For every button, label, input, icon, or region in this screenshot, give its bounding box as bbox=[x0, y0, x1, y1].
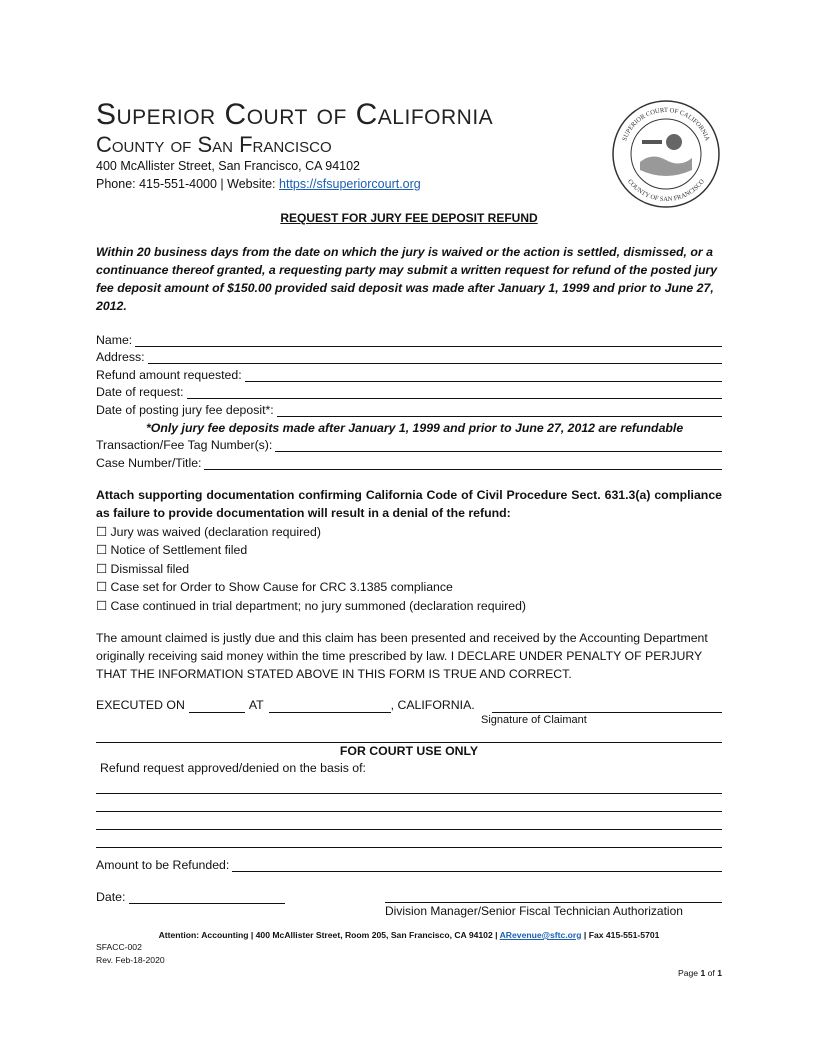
executed-on-label: EXECUTED ON bbox=[96, 698, 185, 713]
county-name: County of San Francisco bbox=[96, 132, 332, 157]
basis-line[interactable] bbox=[96, 794, 722, 812]
fax-text: | Fax 415-551-5701 bbox=[581, 929, 660, 940]
executed-date-field[interactable] bbox=[189, 701, 245, 713]
basis-line[interactable] bbox=[96, 776, 722, 794]
page-prefix: Page bbox=[678, 967, 701, 978]
refundable-note: *Only jury fee deposits made after January 1, 1999 and prior to June 27, 2012 are refundable bbox=[146, 420, 684, 435]
total-pages: 1 bbox=[717, 967, 722, 978]
amount-field[interactable] bbox=[232, 859, 722, 872]
amount-label: Amount to be Refunded: bbox=[96, 857, 230, 872]
documentation-section bbox=[96, 486, 722, 616]
date-posting-field[interactable] bbox=[277, 404, 722, 417]
revision-date: Rev. Feb-18-2020 bbox=[96, 954, 165, 965]
declaration-text: The amount claimed is justly due and this claim has been presented and received by the Accounting Department originally receiving said money within the time prescribed by law. I DECLARE UNDER PENALTY OF PERJURY THAT THE INFORMATION STATED ABOVE IN THIS FORM IS TRUE AND CORRECT. bbox=[96, 631, 708, 682]
form-title: REQUEST FOR JURY FEE DEPOSIT REFUND bbox=[280, 211, 538, 225]
phone-text: Phone: 415-551-4000 | Website: bbox=[96, 177, 280, 191]
date-request-label: Date of request: bbox=[96, 385, 184, 400]
address-field[interactable] bbox=[148, 351, 722, 364]
transaction-label: Transaction/Fee Tag Number(s): bbox=[96, 438, 273, 453]
case-field[interactable] bbox=[204, 457, 722, 470]
execution-line bbox=[96, 697, 722, 713]
transaction-field[interactable] bbox=[275, 439, 722, 452]
basis-line[interactable] bbox=[96, 812, 722, 830]
court-contact bbox=[96, 157, 421, 193]
date-label: Date: bbox=[96, 889, 126, 904]
date-request-field[interactable] bbox=[187, 386, 723, 399]
current-page: 1 bbox=[700, 967, 706, 978]
amount-row bbox=[96, 854, 722, 872]
form-id: SFACC-002 bbox=[96, 941, 142, 952]
option-checkbox[interactable]: ☐ Notice of Settlement filed bbox=[96, 543, 248, 558]
name-label: Name: bbox=[96, 332, 133, 347]
signature-field[interactable] bbox=[492, 701, 722, 713]
california-label: , CALIFORNIA. bbox=[390, 698, 475, 713]
option-checkbox[interactable]: ☐ Jury was waived (declaration required) bbox=[96, 524, 321, 539]
date-field[interactable] bbox=[129, 892, 285, 904]
authorization-block bbox=[385, 888, 722, 919]
seal-top-text: SUPERIOR COURT OF CALIFORNIA bbox=[621, 106, 711, 142]
email-link[interactable]: ARevenue@sftc.org bbox=[499, 929, 582, 940]
authorization-label: Division Manager/Senior Fiscal Technician Authorization bbox=[385, 903, 683, 918]
footer-attention bbox=[96, 929, 722, 941]
page-number bbox=[96, 967, 722, 980]
court-use-heading: FOR COURT USE ONLY bbox=[339, 744, 479, 759]
refund-amount-field[interactable] bbox=[245, 369, 722, 382]
seal-bottom-text: COUNTY OF SAN FRANCISCO bbox=[625, 178, 707, 204]
date-posting-label: Date of posting jury fee deposit*: bbox=[96, 402, 274, 417]
signature-label: Signature of Claimant bbox=[481, 714, 587, 727]
address-label: Address: bbox=[96, 350, 145, 365]
option-checkbox[interactable]: ☐ Case continued in trial department; no jury summoned (declaration required) bbox=[96, 598, 527, 613]
court-address: 400 McAllister Street, San Francisco, CA 94102 bbox=[96, 159, 361, 173]
date-authorization-row bbox=[96, 888, 722, 919]
form-body bbox=[96, 211, 722, 980]
name-field[interactable] bbox=[135, 334, 722, 347]
option-label: Notice of Settlement filed bbox=[110, 543, 248, 558]
documentation-heading: Attach supporting documentation confirming California Code of Civil Procedure Sect. 631.3(a) compliance as failure to provide documentation will result in a denial of the refund: bbox=[96, 487, 722, 521]
court-name: Superior Court of California bbox=[96, 98, 494, 131]
refund-amount-label: Refund amount requested: bbox=[96, 367, 242, 382]
website-link[interactable]: https://sfsuperiorcourt.org bbox=[279, 177, 421, 191]
executed-place-field[interactable] bbox=[269, 701, 391, 713]
at-label: AT bbox=[248, 698, 264, 713]
option-label: Jury was waived (declaration required) bbox=[110, 524, 321, 539]
option-checkbox[interactable]: ☐ Dismissal filed bbox=[96, 561, 190, 576]
claimant-fields bbox=[96, 329, 722, 470]
intro-text: Within 20 business days from the date on which the jury is waived or the action is settled, dismissed, or a continuance thereof granted, a requesting party may submit a written request for refund of the posted jury fee deposit amount of $150.00 provided said deposit was made after January 1, 1999 and prior to June 27, 2012. bbox=[96, 245, 718, 313]
page-of: of bbox=[705, 967, 718, 978]
court-seal-logo bbox=[610, 100, 722, 208]
option-label: Case continued in trial department; no jury summoned (declaration required) bbox=[110, 598, 527, 613]
case-label: Case Number/Title: bbox=[96, 455, 202, 470]
option-checkbox[interactable]: ☐ Case set for Order to Show Cause for CRC 3.1385 compliance bbox=[96, 580, 453, 595]
option-label: Case set for Order to Show Cause for CRC 3.1385 compliance bbox=[110, 580, 453, 595]
date-row bbox=[96, 888, 285, 904]
basis-line[interactable] bbox=[96, 830, 722, 848]
option-label: Dismissal filed bbox=[110, 561, 190, 576]
attention-text: Attention: Accounting | 400 McAllister Street, Room 205, San Francisco, CA 94102 | bbox=[158, 929, 500, 940]
basis-label: Refund request approved/denied on the basis of: bbox=[100, 761, 366, 776]
